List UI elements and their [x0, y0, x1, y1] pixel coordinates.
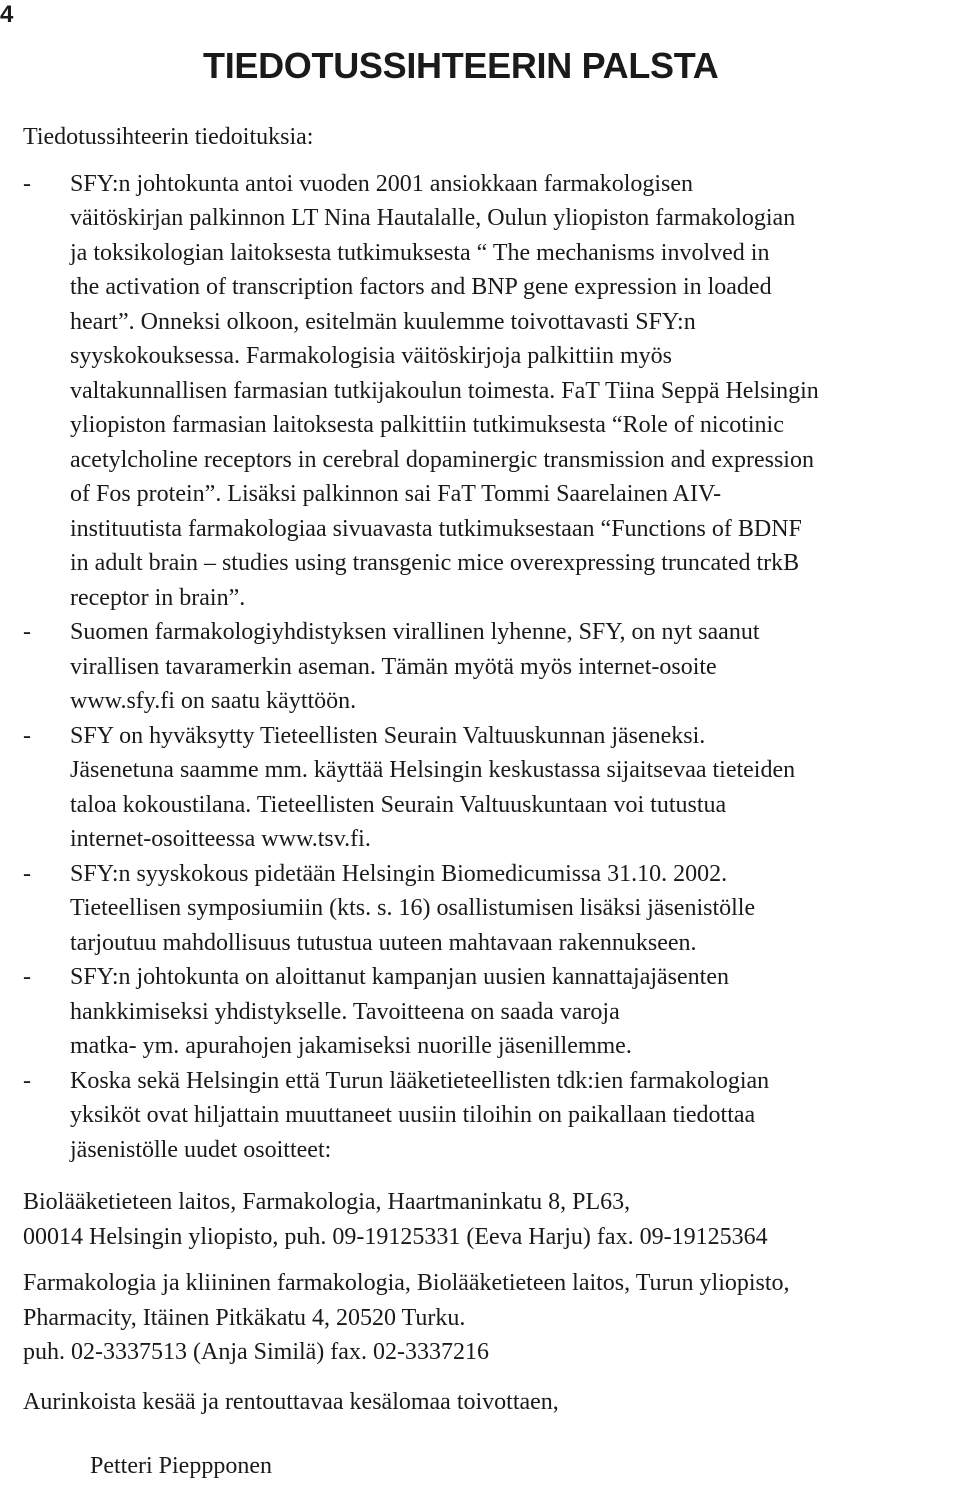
address-line: Farmakologia ja kliininen farmakologia, Biolääketieteen laitos, Turun yliopisto, [23, 1270, 790, 1296]
notice-text [70, 857, 958, 961]
text-line: SFY on hyväksytty Tieteellisten Seurain Valtuuskunnan jäseneksi. [70, 722, 706, 749]
text-line: acetylcholine receptors in cerebral dopaminergic transmission and expression [70, 446, 814, 473]
notice-item [23, 615, 958, 719]
address-block [23, 1266, 958, 1370]
address-list [23, 1185, 958, 1370]
text-line: Tieteellisen symposiumiin (kts. s. 16) osallistumisen lisäksi jäsenistölle [70, 895, 756, 921]
text-line: SFY:n johtokunta antoi vuoden 2001 ansiokkaan farmakologisen [70, 170, 694, 197]
text-line: Jäsenetuna saamme mm. käyttää Helsingin keskustassa sijaitsevaa tieteiden [70, 757, 796, 783]
notice-list [23, 167, 958, 1168]
notice-text [70, 167, 958, 616]
article-body [23, 120, 958, 1484]
text-line: www.sfy.fi on saatu käyttöön. [70, 688, 357, 714]
text-line: SFY:n johtokunta on aloittanut kampanjan uusien kannattajajäsenten [70, 964, 729, 990]
text-line: heart”. Onneksi olkoon, esitelmän kuulemme toivottavasti SFY:n [70, 308, 696, 335]
page-number: 4 [0, 1, 14, 28]
text-line: instituutista farmakologiaa sivuavasta tutkimuksestaan “Functions of BDNF [70, 515, 802, 542]
text-line: matka- ym. apurahojen jakamiseksi nuorille jäsenillemme. [70, 1033, 632, 1059]
text-line: väitöskirjan palkinnon LT Nina Hautalalle, Oulun yliopiston farmakologian [70, 205, 796, 231]
text-line: SFY:n syyskokous pidetään Helsingin Biomedicumissa 31.10. 2002. [70, 860, 728, 887]
text-line: jäsenistölle uudet osoitteet: [70, 1136, 332, 1163]
notice-text [70, 960, 958, 1064]
text-line: yliopiston farmasian laitoksesta palkittiin tutkimuksesta “Role of nicotinic [70, 412, 784, 438]
text-line: syyskokouksessa. Farmakologisia väitöskirjoja palkittiin myös [70, 343, 672, 369]
notice-item [23, 167, 958, 616]
text-line: virallisen tavaramerkin aseman. Tämän myötä myös internet-osoite [70, 653, 717, 680]
text-line: valtakunnallisen farmasian tutkijakoulun toimesta. FaT Tiina Seppä Helsingin [70, 377, 819, 404]
address-line: 00014 Helsingin yliopisto, puh. 09-19125331 (Eeva Harju) fax. 09-19125364 [23, 1223, 768, 1250]
notice-item [23, 960, 958, 1064]
text-line: in adult brain – studies using transgenic mice overexpressing truncated trkB [70, 550, 800, 576]
bullet-dash: - [23, 722, 31, 749]
text-line: yksiköt ovat hiljattain muuttaneet uusiin tiloihin on paikallaan tiedottaa [70, 1102, 756, 1128]
text-line: ja toksikologian laitoksesta tutkimuksesta “ The mechanisms involved in [70, 239, 770, 266]
bullet-dash: - [23, 1067, 31, 1094]
address-line: Biolääketieteen laitos, Farmakologia, Haartmaninkatu 8, PL63, [23, 1189, 631, 1215]
notice-item [23, 857, 958, 961]
address-line: Pharmacity, Itäinen Pitkäkatu 4, 20520 Turku. [23, 1304, 466, 1331]
notice-item [23, 719, 958, 857]
text-line: internet-osoitteessa www.tsv.fi. [70, 826, 371, 852]
text-line: hankkimiseksi yhdistykselle. Tavoitteena on saada varoja [70, 998, 620, 1025]
page-title: TIEDOTUSSIHTEERIN PALSTA [203, 45, 719, 86]
bullet-dash: - [23, 619, 31, 645]
notice-text [70, 1064, 958, 1168]
address-line: puh. 02-3337513 (Anja Similä) fax. 02-3337216 [23, 1339, 489, 1365]
text-line: taloa kokoustilana. Tieteellisten Seurain Valtuuskuntaan voi tutustua [70, 791, 727, 818]
text-line: tarjoutuu mahdollisuus tutustua uuteen mahtavaan rakennukseen. [70, 929, 697, 956]
notice-text [70, 719, 958, 857]
text-line: the activation of transcription factors and BNP gene expression in loaded [70, 274, 772, 300]
bullet-dash: - [23, 170, 31, 197]
text-line: of Fos protein”. Lisäksi palkinnon sai FaT Tommi Saarelainen AIV- [70, 481, 722, 507]
notice-text [70, 615, 958, 719]
text-line: receptor in brain”. [70, 584, 246, 611]
text-line: Koska sekä Helsingin että Turun lääketieteellisten tdk:ien farmakologian [70, 1067, 770, 1094]
bullet-dash: - [23, 860, 31, 887]
text-line: Suomen farmakologiyhdistyksen virallinen lyhenne, SFY, on nyt saanut [70, 619, 760, 645]
intro-heading: Tiedotussihteerin tiedoituksia: [23, 124, 314, 150]
notice-item [23, 1064, 958, 1168]
address-block [23, 1185, 958, 1254]
signature: Petteri Pieppponen [90, 1453, 272, 1479]
closing-greeting: Aurinkoista kesää ja rentouttavaa kesälomaa toivottaen, [23, 1388, 559, 1415]
bullet-dash: - [23, 964, 31, 990]
